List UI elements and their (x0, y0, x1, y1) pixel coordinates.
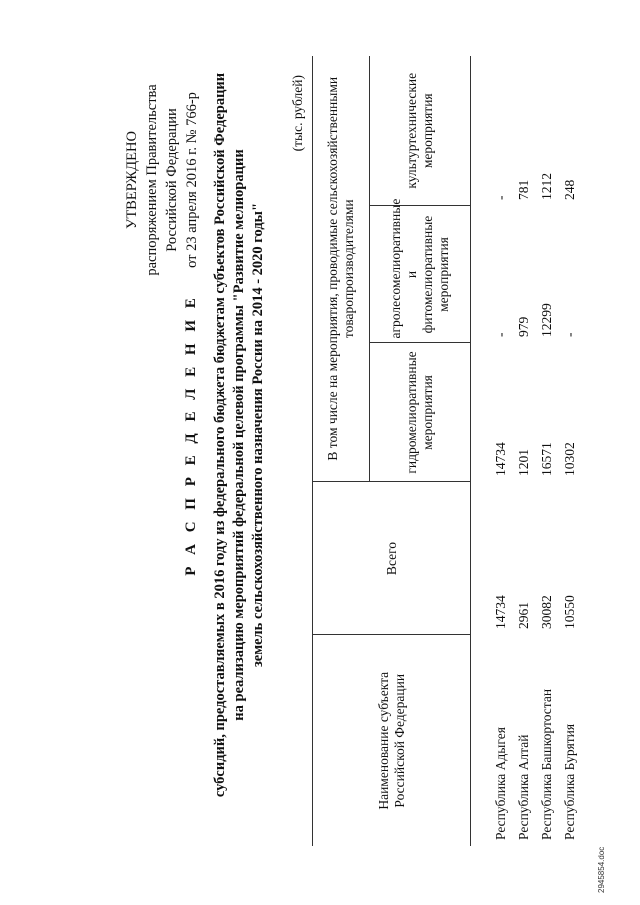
cell-agro: - (561, 332, 577, 337)
cell-culture: - (492, 195, 508, 200)
table-row (512, 56, 535, 846)
cell-agro: 12299 (538, 303, 554, 337)
approval-line: Российской Федерации (164, 108, 180, 252)
cell-hydro: 16571 (538, 442, 554, 476)
units-note: (тыс. рублей) (290, 75, 305, 152)
cell-hydro: 14734 (492, 442, 508, 476)
cell-hydro: 10302 (561, 442, 577, 476)
approval-line: УТВЕРЖДЕНО (124, 131, 140, 229)
header-hydro: гидромелиоративные мероприятия (370, 343, 471, 482)
document-title: Р А С П Р Е Д Е Л Е Н И Е (183, 294, 199, 576)
cell-region: Республика Адыгея (492, 727, 508, 840)
header-group: В том числе на мероприятия, проводимые сельскохозяйственными товаропроизводителями (313, 56, 370, 482)
subtitle-line: субсидий, предоставляемых в 2016 году из федерального бюджета бюджетам субъектов Российской Федерации (212, 72, 228, 798)
table-row (489, 56, 512, 846)
table-row (558, 56, 581, 846)
header-region: Наименование субъекта Российской Федерации (313, 635, 471, 846)
cell-region: Республика Башкортостан (538, 688, 554, 840)
cell-total: 30082 (538, 595, 554, 629)
approval-line: распоряжением Правительства (144, 84, 160, 276)
cell-total: 14734 (492, 595, 508, 629)
cell-region: Республика Бурятия (561, 723, 577, 840)
cell-total: 10550 (561, 595, 577, 629)
subtitle-line: земель сельскохозяйственного назначения России на 2014 - 2020 годы" (250, 202, 266, 668)
cell-agro: 979 (515, 316, 531, 337)
header-total: Всего (313, 482, 471, 635)
header-agro: агролесомелиоративные и фитомелиоративные мероприятия (370, 206, 471, 343)
cell-agro: - (492, 332, 508, 337)
cell-culture: 781 (515, 179, 531, 200)
subtitle-line: на реализацию мероприятий федеральной целевой программы "Развитие мелиорации (231, 149, 247, 721)
file-reference: 2945854.doc (597, 846, 606, 893)
distribution-table (312, 56, 581, 846)
cell-hydro: 1201 (515, 449, 531, 476)
cell-culture: 1212 (538, 173, 554, 200)
table-row (535, 56, 558, 846)
document-subtitle (211, 65, 268, 805)
cell-region: Республика Алтай (515, 734, 531, 840)
approval-line: от 23 апреля 2016 г. № 766-р (184, 92, 200, 268)
header-culture: культуртехнические мероприятия (370, 56, 471, 206)
cell-culture: 248 (561, 179, 577, 200)
cell-total: 2961 (515, 602, 531, 629)
